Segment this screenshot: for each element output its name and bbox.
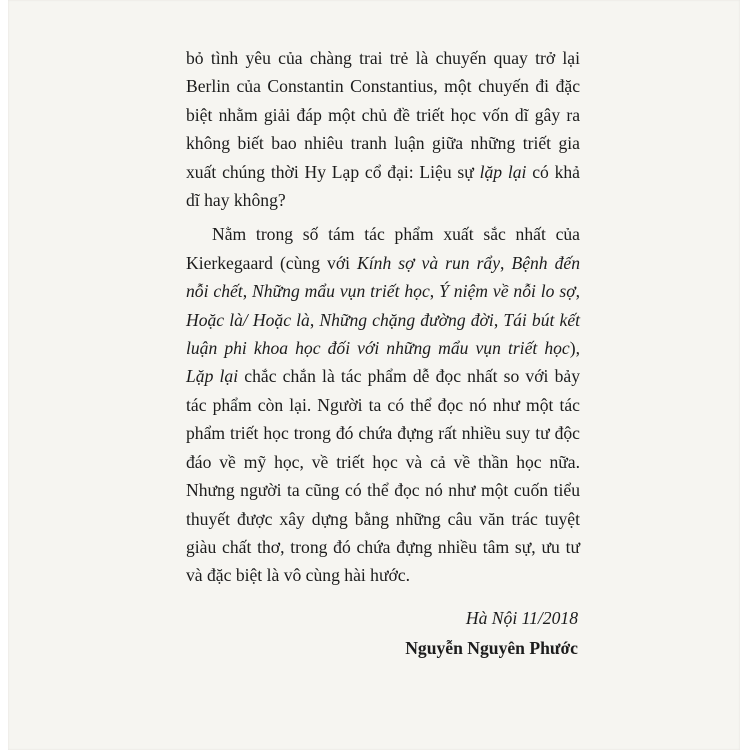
paragraph-1 — [186, 44, 580, 214]
signature-date: Hà Nội 11/2018 — [465, 607, 578, 628]
text-run: bỏ tình yêu của chàng trai trẻ là chuyến quay trở lại Berlin của Constantin Constantius, một chuyến đi đặc biệt nhằm giải đáp một chủ đề triết học vốn dĩ gây ra không biết bao nhiêu tranh luận giữa những triết gia xuất chúng thời Hy Lạp cổ đại: Liệu sự — [186, 48, 580, 182]
book-page — [8, 0, 740, 750]
italic-title-run: Những chặng đường đời — [319, 309, 494, 330]
text-run: chắc chắn là tác phẩm dễ đọc nhất so với bảy tác phẩm còn lại. Người ta có thể đọc nó như một tác phẩm triết học trong đó chứa đựng rất nhiều suy tư độc đáo về mỹ học, về triết học và cả về thần học nữa. Nhưng người ta cũng có thể đọc nó như một cuốn tiểu thuyết được xây dựng bằng những câu văn trác tuyệt giàu chất thơ, trong đó chứa đựng nhiều tâm sự, ưu tư và đặc biệt là vô cùng hài hước. — [186, 366, 580, 586]
italic-title-run: Bệnh đến nỗi chết — [186, 252, 581, 302]
italic-title-run: Ý niệm về nỗi lo sợ — [439, 281, 576, 302]
italic-title-run: Những mẩu vụn triết học — [252, 281, 430, 302]
text-run: , — [309, 309, 320, 330]
text-run: Nằm trong số tám tác phẩm xuất sắc nhất của Kierkegaard (cùng với — [186, 224, 580, 273]
italic-title-run: Kính sợ và run rẩy — [357, 252, 501, 273]
italic-title-run: Tái bút kết luận phi khoa học đối với những mẩu vụn triết học — [186, 309, 581, 359]
italic-title-run: lặp lại — [479, 161, 527, 182]
text-run: , — [575, 281, 581, 302]
signature-author: Nguyễn Nguyên Phước — [405, 638, 578, 659]
text-run: , — [493, 309, 504, 330]
text-run: có khả dĩ hay không? — [186, 161, 580, 211]
text-run: , — [242, 281, 253, 302]
italic-title-run: Lặp lại — [186, 366, 239, 387]
text-run: ), — [569, 338, 580, 359]
paragraph-2 — [186, 220, 580, 589]
signature-block — [186, 604, 580, 663]
italic-title-run: Hoặc là/ Hoặc là — [186, 309, 310, 330]
page-body-text — [186, 44, 580, 663]
text-run: , — [429, 281, 440, 302]
text-run: , — [500, 252, 512, 273]
